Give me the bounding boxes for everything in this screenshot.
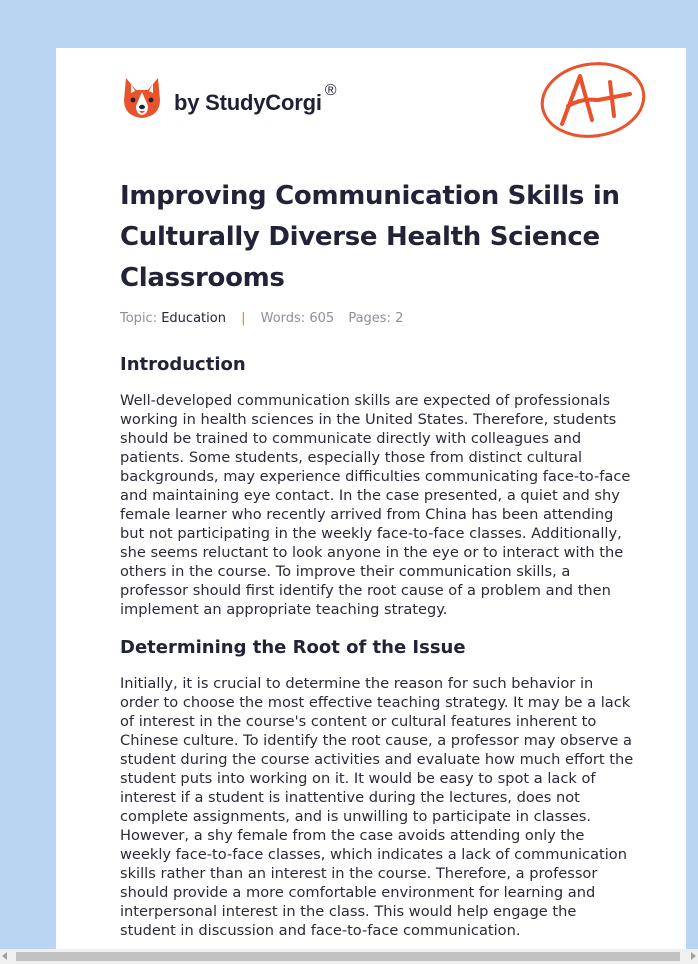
horizontal-scrollbar[interactable] — [0, 949, 698, 964]
brand-name: by StudyCorgi — [174, 90, 322, 115]
registered-mark: ® — [324, 82, 337, 99]
corgi-logo-icon — [122, 76, 162, 120]
pages-label: Pages: — [348, 311, 391, 326]
document-page — [56, 48, 686, 964]
section-text-introduction: Well-developed communication skills are expected of professionals working in health sciences in the United States. Therefore, students should be trained to communicate directly with colleagues and patients. Some students, especially those from distinct cultural backgrounds, may experience difficulties communicating face-to-face and maintaining eye contact. In the case presented, a quiet and shy female learner who recently arrived from China has been attending but not participating in the weekly face-to-face classes. Additionally, she seems reluctant to look anyone in the eye or to interact with the others in the course. To improve their communication skills, a professor should first identify the root cause of a problem and then implement an appropriate teaching strategy. — [120, 392, 631, 618]
document-title: Improving Communication Skills in Culturally Diverse Health Science Classrooms — [120, 181, 620, 293]
grade-badge-icon — [538, 58, 650, 142]
section-heading-introduction: Introduction — [120, 354, 246, 375]
document-meta — [120, 311, 403, 326]
scroll-left-icon[interactable] — [2, 952, 7, 960]
grade-badge — [538, 58, 650, 147]
scroll-thumb[interactable] — [16, 952, 680, 961]
words-count: 605 — [309, 311, 335, 326]
scroll-right-icon[interactable] — [691, 952, 696, 960]
topic-link[interactable]: Education — [161, 311, 226, 326]
section-text-root-issue: Initially, it is crucial to determine the reason for such behavior in order to choose the most effective teaching strategy. It may be a lack of interest in the course's content or cultural features inherent to Chinese culture. To identify the root cause, a professor may observe a student during the course activities and evaluate how much effort the student puts into working on it. It would be easy to spot a lack of interest if a student is inattentive during the lectures, does not complete assignments, and is unwilling to participate in classes. However, a shy female from the case avoids attending only the weekly face-to-face classes, which indicates a lack of communication skills rather than an interest in the course. Therefore, a professor should provide a more comfortable environment for learning and interpersonal interest in the class. This would help engage the student in discussion and face-to-face communication. — [120, 675, 634, 939]
brand-header[interactable] — [122, 78, 337, 118]
meta-separator: | — [241, 311, 246, 326]
words-label: Words: — [260, 311, 306, 326]
pages-count: 2 — [395, 311, 404, 326]
topic-label: Topic: — [120, 311, 158, 326]
section-heading-root-issue: Determining the Root of the Issue — [120, 637, 466, 658]
